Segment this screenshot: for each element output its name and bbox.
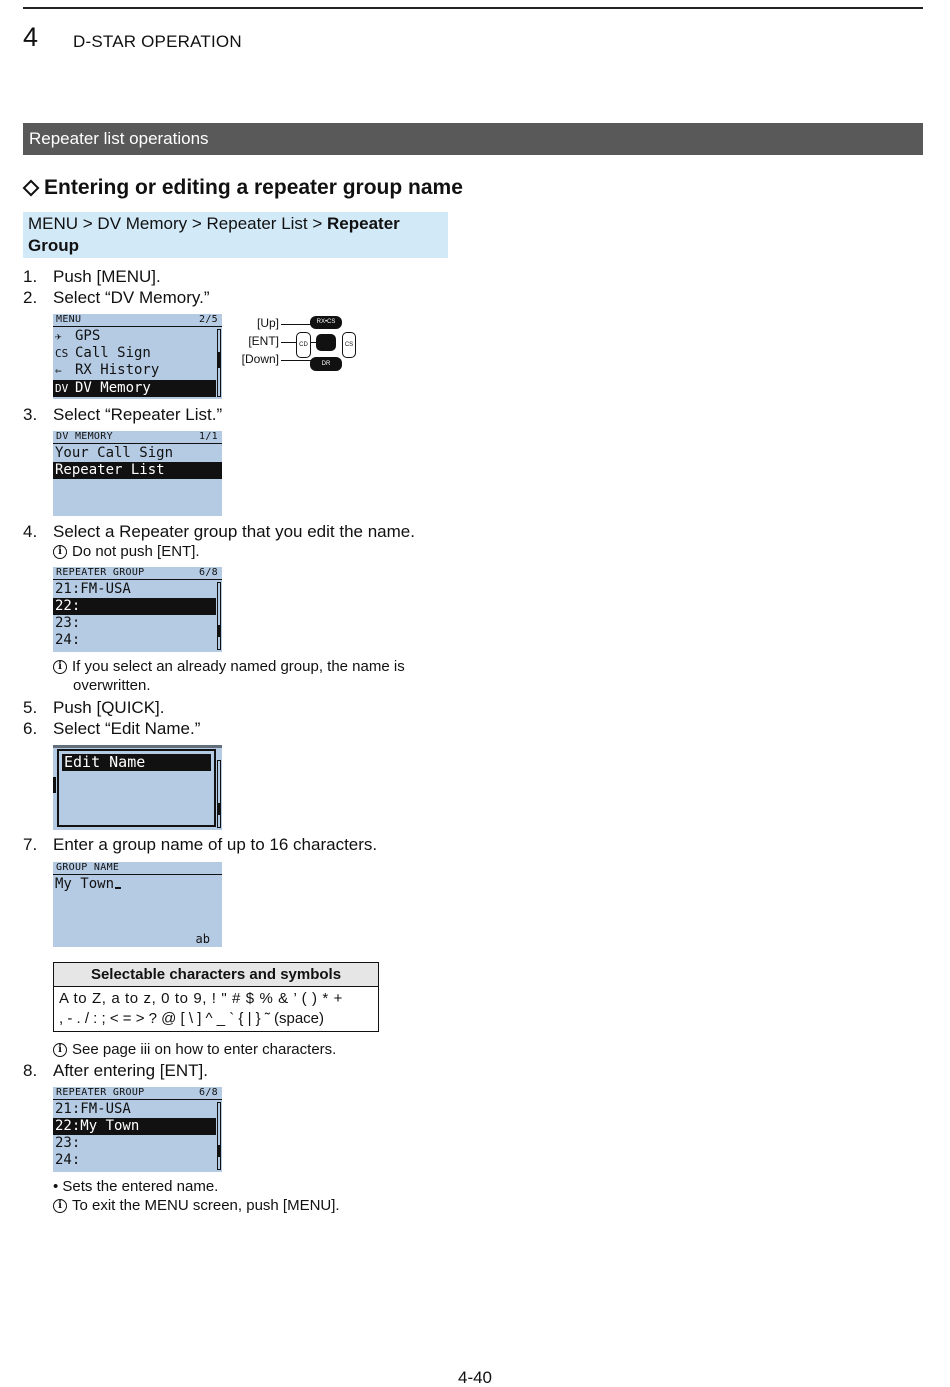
menu-path-normal: MENU > DV Memory > Repeater List > bbox=[28, 214, 328, 233]
note-do-not-push: i Do not push [ENT]. bbox=[53, 543, 200, 560]
lcd-dv-memory-screen: DV MEMORY 1/1 Your Call Sign Repeater List bbox=[53, 431, 222, 516]
selectable-characters-table bbox=[53, 962, 379, 1032]
cs-key[interactable]: CS bbox=[342, 332, 356, 358]
lcd-scrollbar bbox=[217, 582, 221, 650]
lcd-item-rx-history: ⇐ RX History bbox=[55, 362, 160, 378]
note-sets-name: • Sets the entered name. bbox=[53, 1178, 219, 1195]
text-cursor bbox=[115, 887, 121, 889]
info-icon: i bbox=[53, 545, 67, 559]
lcd-repeater-group-screen: REPEATER GROUP 6/8 21:FM-USA 22: 23: 24: bbox=[53, 567, 222, 652]
group-name-input[interactable]: My Town bbox=[53, 876, 222, 893]
up-key[interactable]: RX•CS bbox=[310, 316, 342, 329]
chapter-number: 4 bbox=[23, 22, 39, 52]
lcd-repeater-group-result-screen: REPEATER GROUP 6/8 21:FM-USA 22:My Town 23: 24: bbox=[53, 1087, 222, 1172]
table-cell: A to Z, a to z, 0 to 9, ! " # $ % & ’ ( ) * + , - . / : ; < = > ? @ [ \ ] ^ _ ` { | } ˜ (space) bbox=[59, 990, 343, 1027]
lcd-item-repeater-list: Repeater List bbox=[53, 462, 222, 479]
ent-key[interactable] bbox=[316, 334, 336, 351]
lcd-group-23: 23: bbox=[55, 1135, 81, 1151]
lcd-scrollbar bbox=[217, 760, 221, 828]
call-sign-icon: CS bbox=[55, 347, 69, 360]
quick-menu-window bbox=[57, 749, 216, 827]
lcd-scrollbar bbox=[217, 1102, 221, 1170]
input-mode-indicator: ab bbox=[195, 932, 210, 946]
info-icon: i bbox=[53, 1199, 67, 1213]
info-icon: i bbox=[53, 1043, 67, 1057]
page-number: 4-40 bbox=[457, 1368, 493, 1387]
lcd-quick-menu-screen bbox=[53, 745, 222, 830]
lcd-group-22: 22:My Town bbox=[53, 1118, 216, 1135]
key-label-ent: [ENT] bbox=[248, 334, 279, 348]
section-heading bbox=[23, 176, 463, 200]
gps-icon: ✈ bbox=[55, 330, 62, 343]
lcd-group-name-screen: GROUP NAME My Town ab bbox=[53, 862, 222, 947]
rx-history-icon: ⇐ bbox=[55, 364, 62, 377]
note-overwrite: i If you select an already named group, the name is overwritten. bbox=[53, 658, 405, 694]
lcd-item-edit-name: Edit Name bbox=[62, 754, 211, 771]
lcd-group-23: 23: bbox=[55, 615, 81, 631]
table-header: Selectable characters and symbols bbox=[54, 963, 378, 987]
note-see-page: i See page iii on how to enter characters. bbox=[53, 1041, 336, 1058]
heading-text: Entering or editing a repeater group name bbox=[44, 176, 463, 199]
lcd-item-dv-memory: DV DV Memory bbox=[53, 380, 216, 397]
lcd-scrollbar bbox=[217, 329, 221, 397]
down-key[interactable]: DR bbox=[310, 357, 342, 371]
chapter-title: D-STAR OPERATION bbox=[73, 32, 242, 51]
lcd-menu-screen: MENU 2/5 ✈ GPS CS Call Sign ⇐ RX History DV DV Memory bbox=[53, 314, 222, 399]
info-icon: i bbox=[53, 660, 67, 674]
menu-path bbox=[23, 212, 448, 258]
lcd-group-21: 21:FM-USA bbox=[55, 581, 131, 597]
key-diagram bbox=[238, 314, 363, 376]
lcd-group-22: 22: bbox=[53, 598, 216, 615]
lcd-item-gps: ✈ GPS bbox=[55, 328, 101, 344]
section-bar: Repeater list operations bbox=[23, 123, 923, 155]
menu-path-bold: Repeater Group bbox=[28, 214, 400, 255]
key-label-up: [Up] bbox=[256, 316, 279, 330]
lcd-item-your-call-sign: Your Call Sign bbox=[55, 445, 174, 461]
lcd-group-24: 24: bbox=[55, 632, 81, 648]
lcd-group-21: 21:FM-USA bbox=[55, 1101, 131, 1117]
cd-key[interactable]: CD bbox=[296, 332, 311, 358]
lcd-group-24: 24: bbox=[55, 1152, 81, 1168]
diamond-icon bbox=[23, 180, 40, 197]
top-rule bbox=[23, 7, 923, 9]
dv-memory-icon: DV bbox=[55, 382, 69, 395]
lcd-item-call-sign: CS Call Sign bbox=[55, 345, 151, 361]
note-exit-menu: i To exit the MENU screen, push [MENU]. bbox=[53, 1197, 340, 1214]
key-label-down: [Down] bbox=[241, 352, 279, 366]
